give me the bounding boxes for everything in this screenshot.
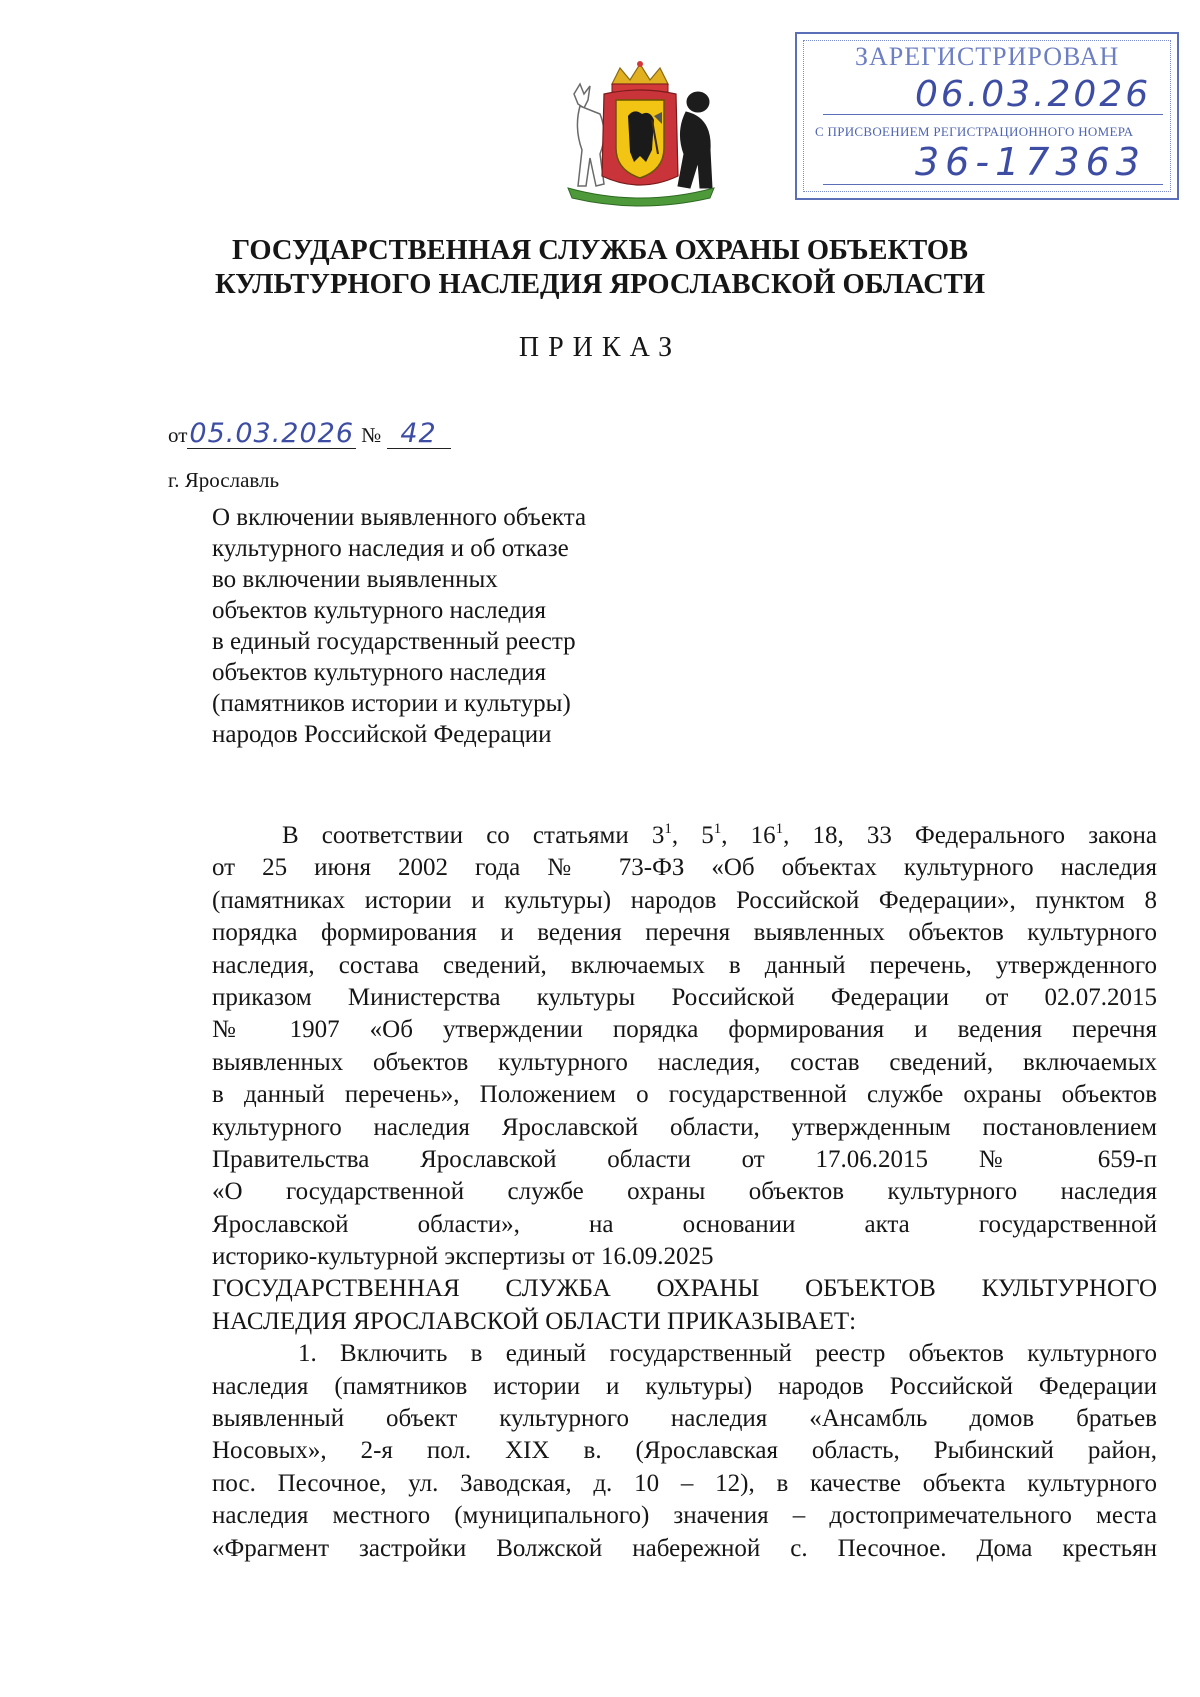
item-line: наследия (памятников истории и культуры) народов Российской Федерации bbox=[212, 1372, 1157, 1400]
subject-line: объектов культурного наследия bbox=[212, 597, 546, 624]
body-line: культурного наследия Ярославской области, утвержденным постановлением bbox=[212, 1113, 1157, 1141]
decree-line: НАСЛЕДИЯ ЯРОСЛАВСКОЙ ОБЛАСТИ ПРИКАЗЫВАЕТ: bbox=[212, 1307, 857, 1335]
order-date-number bbox=[168, 420, 451, 449]
stamp-divider bbox=[823, 114, 1163, 115]
body-line: «О государственной службе охраны объектов культурного наследия bbox=[212, 1178, 1157, 1206]
order-city: г. Ярославль bbox=[168, 468, 280, 492]
item-line: наследия местного (муниципального) значения – достопримечательного места bbox=[212, 1502, 1157, 1530]
subject-line: культурного наследия и об отказе bbox=[212, 535, 569, 562]
body-line: В соответствии со статьями $3^1$, $5^1$, $16^1$, 18, 33 Федерального закона bbox=[282, 821, 1158, 849]
body-line: историко-культурной экспертизы от 16.09.2025 bbox=[212, 1243, 714, 1271]
from-label: от bbox=[168, 423, 188, 447]
decree-line: ГОСУДАРСТВЕННАЯ СЛУЖБА ОХРАНЫ ОБЪЕКТОВ КУЛЬТУРНОГО bbox=[212, 1275, 1157, 1303]
stamp-date: 06.03.2026 bbox=[915, 74, 1152, 115]
order-subject bbox=[212, 502, 692, 750]
registration-stamp bbox=[795, 32, 1179, 200]
stamp-divider bbox=[823, 184, 1163, 185]
order-body bbox=[212, 820, 1157, 1565]
body-line: приказом Министерства культуры Российской Федерации от 02.07.2015 bbox=[212, 983, 1157, 1011]
body-line: выявленных объектов культурного наследия, состав сведений, включаемых bbox=[212, 1048, 1157, 1076]
stamp-registration-number: 36-17363 bbox=[915, 140, 1146, 184]
body-line: от 25 июня 2002 года № 73-ФЗ «Об объектах культурного наследия bbox=[212, 854, 1157, 882]
subject-line: О включении выявленного объекта bbox=[212, 504, 587, 531]
body-line: наследия, состава сведений, включаемых в данный перечень, утвержденного bbox=[212, 951, 1157, 979]
organization-line: ГОСУДАРСТВЕННАЯ СЛУЖБА ОХРАНЫ ОБЪЕКТОВ bbox=[231, 235, 969, 266]
body-line: Правительства Ярославской области от 17.06.2015 № 659-п bbox=[212, 1145, 1157, 1173]
item-line: Носовых», 2-я пол. XIX в. (Ярославская область, Рыбинский район, bbox=[212, 1437, 1157, 1465]
item-line: пос. Песочное, ул. Заводская, д. 10 – 12), в качестве объекта культурного bbox=[212, 1469, 1157, 1497]
number-label: № bbox=[361, 423, 382, 447]
subject-line: народов Российской Федерации bbox=[212, 721, 552, 748]
subject-line: (памятников истории и культуры) bbox=[212, 690, 571, 717]
subject-line: во включении выявленных bbox=[212, 566, 498, 593]
body-line: Ярославской области», на основании акта государственной bbox=[212, 1210, 1157, 1238]
coat-of-arms-emblem bbox=[560, 58, 720, 208]
subject-line: объектов культурного наследия bbox=[212, 659, 546, 686]
body-line: (памятниках истории и культуры) народов Российской Федерации», пунктом 8 bbox=[212, 886, 1157, 914]
stamp-caption: С ПРИСВОЕНИЕМ РЕГИСТРАЦИОННОГО НОМЕРА bbox=[815, 124, 1134, 139]
subject-line: в единый государственный реестр bbox=[212, 628, 576, 655]
organization-title bbox=[140, 234, 1060, 302]
organization-line: КУЛЬТУРНОГО НАСЛЕДИЯ ЯРОСЛАВСКОЙ ОБЛАСТИ bbox=[214, 269, 985, 300]
body-line: № 1907 «Об утверждении порядка формирования и ведения перечня bbox=[212, 1016, 1157, 1044]
order-date: 05.03.2026 bbox=[189, 418, 354, 449]
body-line: порядка формирования и ведения перечня выявленных объектов культурного bbox=[212, 919, 1157, 947]
order-number: 42 bbox=[387, 420, 451, 449]
body-line: в данный перечень», Положением о государственной службе охраны объектов bbox=[212, 1081, 1157, 1109]
stamp-title: ЗАРЕГИСТРИРОВАН bbox=[855, 42, 1120, 71]
item-line: выявленный объект культурного наследия «Ансамбль домов братьев bbox=[212, 1405, 1157, 1433]
item-line: «Фрагмент застройки Волжской набережной с. Песочное. Дома крестьян bbox=[212, 1534, 1157, 1562]
item-line: 1. Включить в единый государственный реестр объектов культурного bbox=[298, 1340, 1157, 1368]
document-type: ПРИКАЗ bbox=[518, 332, 682, 363]
